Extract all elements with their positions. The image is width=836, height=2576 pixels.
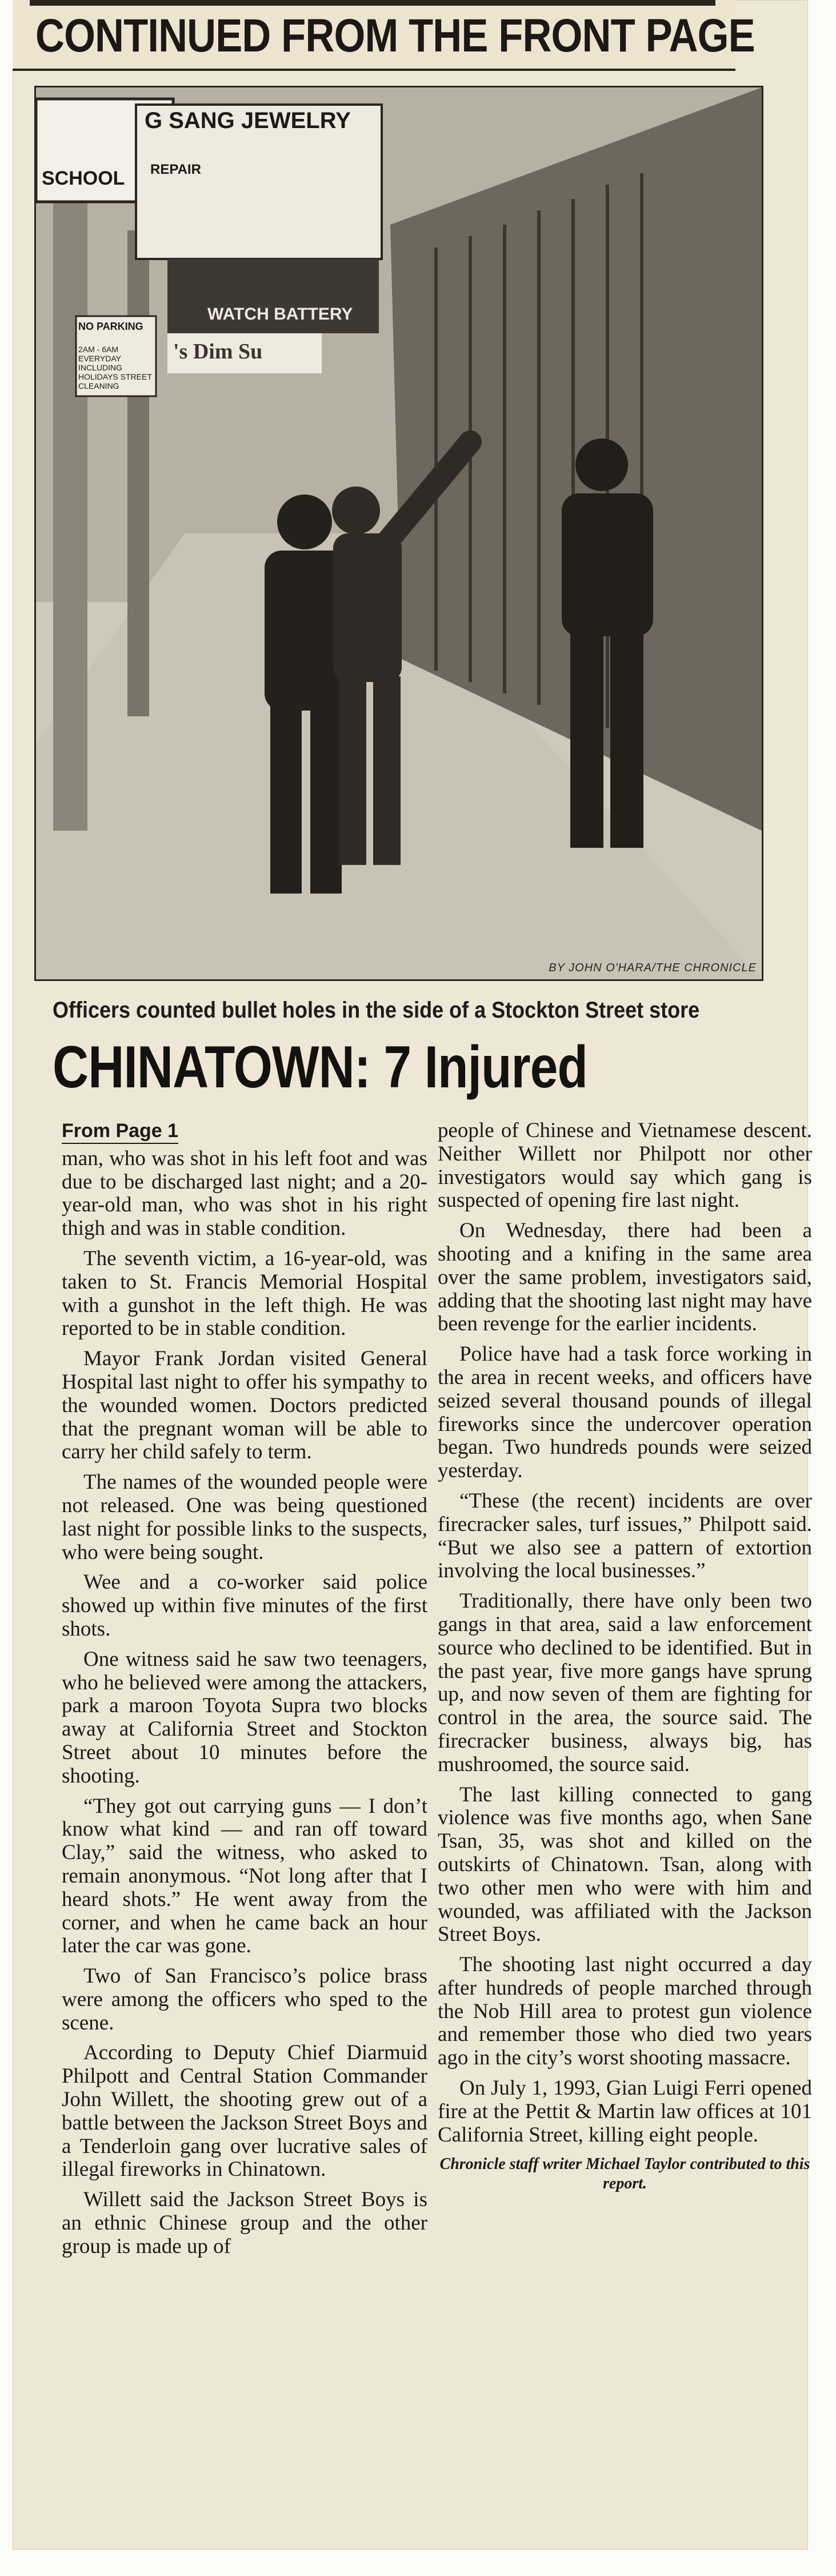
no-parking-detail: 2AM - 6AM EVERYDAY INCLUDING HOLIDAYS STREET CLEANING <box>78 345 152 390</box>
paragraph: Police have had a task force working in the area in recent weeks, and officers have seized several thousand pounds of illegal fireworks since the undercover operation began. Two hundreds pounds were seized yesterday. <box>438 1342 812 1483</box>
article-column-right <box>438 1119 812 2194</box>
paragraph: The last killing connected to gang violence was five months ago, when Sane Tsan, 35, was shot and killed on the outskirts of Chinatown. Tsan, along with two other men who were with him and wounded, was affiliated with the Jackson Street Boys. <box>438 1783 812 1947</box>
paragraph: On July 1, 1993, Gian Luigi Ferri opened fire at the Pettit & Martin law offices at 101 California Street, killing eight people. <box>438 2076 812 2147</box>
repair-sign-label: REPAIR <box>150 162 201 177</box>
paragraph: Two of San Francisco’s police brass were among the officers who sped to the scene. <box>62 1964 427 2035</box>
paragraph: On Wednesday, there had been a shooting and a knifing in the same area over the same problem, investigators said, adding that the shooting last night may have been revenge for the earlier incidents. <box>438 1219 812 1336</box>
paragraph: According to Deputy Chief Diarmuid Philpott and Central Station Commander John Willett, the shooting grew out of a battle between the Jackson Street Boys and a Tenderloin gang over lucrative sales of illegal fireworks in Chinatown. <box>62 2041 427 2182</box>
paragraph: The seventh victim, a 16-year-old, was taken to St. Francis Memorial Hospital with a gunshot in the left thigh. He was reported to be in stable condition. <box>62 1246 427 1341</box>
photo-caption: Officers counted bullet holes in the side of a Stockton Street store <box>53 998 700 1023</box>
paragraph: Wee and a co-worker said police showed up within five minutes of the first shots. <box>62 1570 427 1641</box>
watch-battery-label: WATCH BATTERY <box>207 305 353 324</box>
dim-sum-sign-label: 's Dim Su <box>173 340 263 364</box>
paragraph: Willett said the Jackson Street Boys is an ethnic Chinese group and the other group is made up of <box>62 2188 427 2258</box>
news-photo <box>34 86 763 981</box>
jewelry-sign-label: G SANG JEWELRY <box>145 108 351 133</box>
paragraph: “They got out carrying guns — I don’t know what kind — and ran off toward Clay,” said the witness, who asked to remain anonymous. “Not long after that I heard shots.” He went away from the corner, and when he came back an hour later the car was gone. <box>62 1794 427 1958</box>
article-headline: CHINATOWN: 7 Injured <box>53 1034 588 1100</box>
continued-heading: CONTINUED FROM THE FRONT PAGE <box>35 10 755 62</box>
contributor-note: Chronicle staff writer Michael Taylor contributed to this report. <box>439 2155 810 2193</box>
paragraph: One witness said he saw two teenagers, who he believed were among the attackers, park a maroon Toyota Supra two blocks away at California Street and Stockton Street about 10 minutes before the shooting. <box>62 1647 427 1788</box>
paragraph: Mayor Frank Jordan visited General Hospital last night to offer his sympathy to the wounded women. Doctors predicted that the pregnant woman will be able to carry her child safely to term. <box>62 1347 427 1464</box>
jump-label: From Page 1 <box>62 1119 178 1144</box>
continued-banner <box>13 0 755 71</box>
banner-rule <box>30 0 715 6</box>
newspaper-clipping <box>13 0 812 2550</box>
paragraph: man, who was shot in his left foot and was due to be discharged last night; and a 20-year-old man, who was shot in his right thigh and was in stable condition. <box>62 1146 427 1241</box>
paragraph: “These (the recent) incidents are over firecracker sales, turf issues,” Philpott said. “But we also see a pattern of extortion involving the local businesses.” <box>438 1489 812 1583</box>
paragraph: people of Chinese and Vietnamese descent. Neither Willett nor Philpott nor other investigators would say which gang is suspected of opening fire last night. <box>438 1119 812 1213</box>
school-sign-label: SCHOOL <box>42 168 125 189</box>
paragraph: Traditionally, there have only been two gangs in that area, said a law enforcement source who declined to be identified. But in the past year, five more gangs have sprung up, and now seven of them are fighting for control in the area, the source said. The firecracker business, always big, has mushroomed, the source said. <box>438 1589 812 1776</box>
photo-credit: BY JOHN O'HARA/THE CHRONICLE <box>549 962 757 974</box>
paragraph: The names of the wounded people were not released. One was being questioned last night for possible links to the suspects, who were being sought. <box>62 1470 427 1564</box>
street-scene-illustration <box>36 87 762 979</box>
paragraph: The shooting last night occurred a day after hundreds of people marched through the Nob Hill area to protest gun violence and remember those who died two years ago in the city’s worst shooting massacre. <box>438 1953 812 2070</box>
article-column-left <box>62 1119 427 2266</box>
no-parking-label: NO PARKING <box>78 321 143 332</box>
